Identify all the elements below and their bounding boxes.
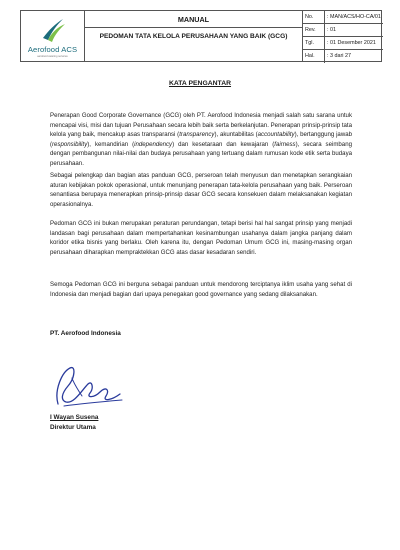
company-name: PT. Aerofood Indonesia <box>50 330 121 337</box>
term-fairness: fairness <box>274 140 296 148</box>
signature-icon <box>48 360 128 412</box>
doc-title: PEDOMAN TATA KELOLA PERUSAHAAN YANG BAIK (GCG) <box>99 33 288 40</box>
meta-key: Tgl. <box>303 37 325 49</box>
title-cell <box>85 11 303 61</box>
meta-key: Rev. <box>303 24 325 36</box>
logo-text: Aerofood ACS <box>27 45 78 54</box>
logo-cell <box>21 11 85 61</box>
meta-value: : 01 <box>327 27 336 33</box>
paragraph-policies: Sebagai pelengkap dan bagian atas panduan GCG, perseroan telah menyusun dan menetapkan serangkaian aturan kebijakan pokok operasional, untuk menunjang penerapan tata-kelola perusahaan yang baik. Perseroan senantiasa berupaya menerapkan prinsip-prinsip dasar GCG secara konsekuen dalam melaksanakan kegiatan operasionalnya. <box>50 172 352 208</box>
signer-title: Direktur Utama <box>50 424 96 431</box>
doc-type: MANUAL <box>85 11 302 28</box>
meta-row-rev <box>303 24 383 37</box>
term-accountability: accountability <box>257 131 295 139</box>
meta-key: Hal. <box>303 50 325 63</box>
meta-value: : 01 Desember 2021 <box>327 40 376 46</box>
signer-name: I Wayan Susena <box>50 414 99 421</box>
term-independency: independency <box>134 140 173 148</box>
paragraph-closing: Semoga Pedoman GCG ini berguna sebagai panduan untuk mendorong terciptanya iklim usaha yang sehat di Indonesia dan menjadi bagian dari upaya penegakan good governance yang sedang dilaksanakan. <box>50 281 352 298</box>
aerofood-logo-icon <box>39 16 67 44</box>
section-title: KATA PENGANTAR <box>168 80 232 87</box>
meta-row-date <box>303 37 383 50</box>
meta-value: : MAN/ACS/HO-CA/01 <box>327 14 381 20</box>
meta-row-no <box>303 11 383 24</box>
meta-key: No. <box>303 11 325 23</box>
logo-subtext: aerofood catering services <box>37 55 68 58</box>
document-header <box>20 10 382 62</box>
term-responsibility: responsibility <box>52 140 88 148</box>
term-transparency: transparency <box>179 131 215 139</box>
paragraph-principles: Pedoman GCG ini bukan merupakan peraturan perundangan, tetapi berisi hal hal sangat prinsip yang menjadi landasan bagi perusahaan dalam mempertahankan kesinambungan usahanya dalam jangka panjang dalam koridor etika bisnis yang berlaku. Oleh karena itu, dengan Pedoman Umum GCG ini, masing-masing organ perusahaan diharapkan mempraktekkan GCG atas dasar kesadaran sendiri. <box>50 220 352 256</box>
meta-cell <box>303 11 383 61</box>
paragraph-intro: Penerapan Good Corporate Governance (GCG) oleh PT. Aerofood Indonesia menjadi salah satu sarana untuk mencapai visi, misi dan tujuan Perusahaan secara lebih baik serta berkelanjutan. Penerapan prinsip-prinsip tata kelola yang baik, mencakup asas transparansi (transparency), akuntabilitas (accountability), bertanggung jawab (responsibility), kemandirian (independency) dan kesetaraan dan kewajaran (fairness), secara seimbang dengan pembangunan nilai-nilai dan budaya perusahaan yang tertuang dalam rumusan kode etik serta budaya perusahaan. <box>50 112 352 167</box>
meta-row-page <box>303 50 383 63</box>
meta-value: : 3 dari 27 <box>327 53 351 59</box>
